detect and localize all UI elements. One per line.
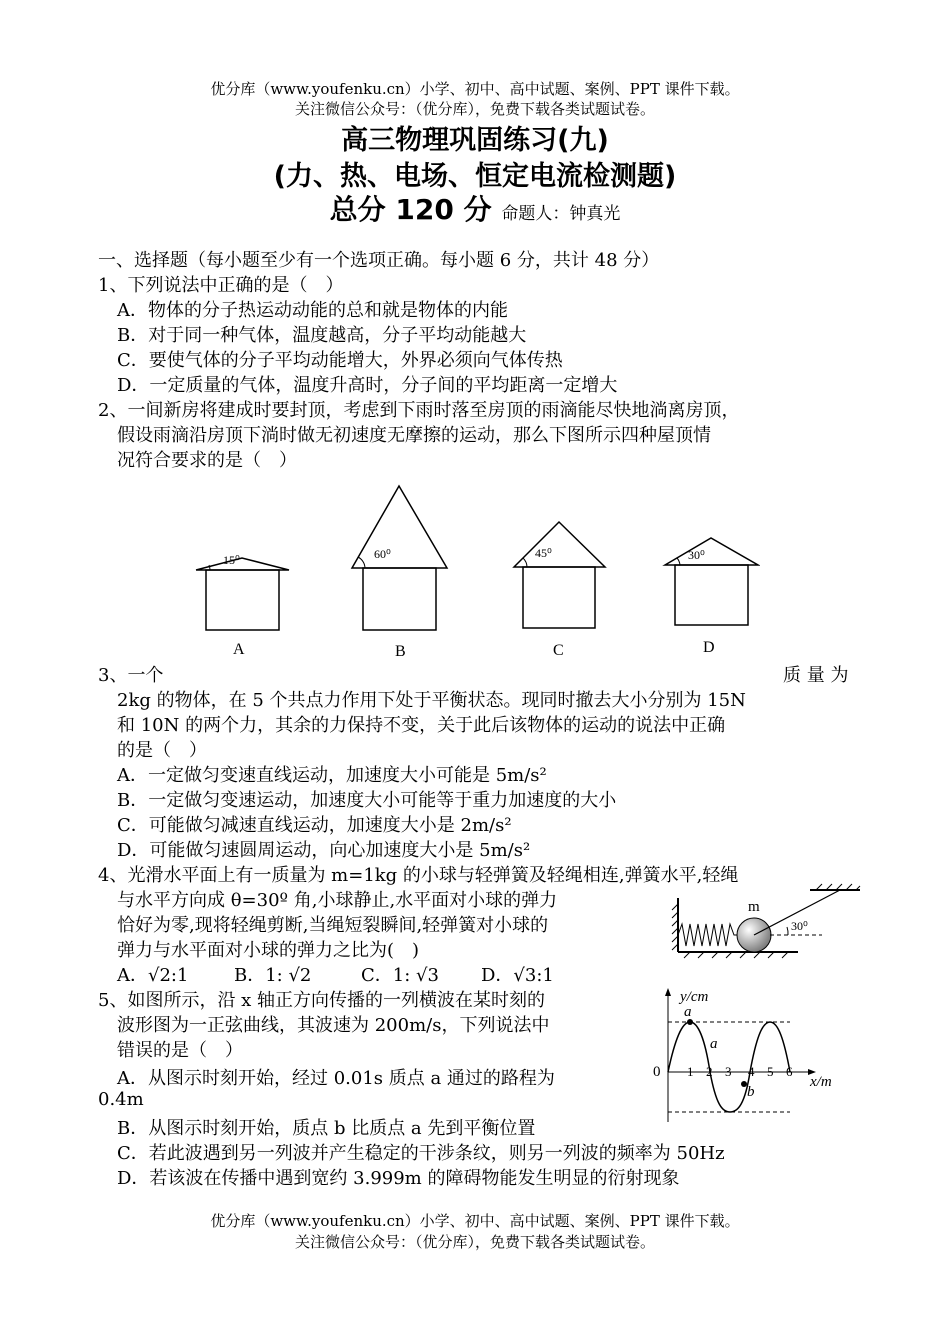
house-b-angle: 60⁰ [374,547,391,561]
q3-option-b: B．一定做匀变速运动，加速度大小可能等于重力加速度的大小 [117,790,617,811]
house-d-label: D [703,639,715,656]
q5-line-1: 5、如图所示，沿 x 轴正方向传播的一列横波在某时刻的 [98,990,546,1011]
spring-ball-figure [670,880,870,960]
point-a-mid-label: a [710,1036,718,1052]
q3-line-3: 和 10N 的两个力，其余的力保持不变，关于此后该物体的运动的说法中正确 [117,715,726,736]
ball-mass-label: m [748,899,760,915]
q3-line-2: 2kg 的物体，在 5 个共点力作用下处于平衡状态。现同时撤去大小分别为 15N [117,690,746,711]
q2-line-1: 2、一间新房将建成时要封顶，考虑到下雨时落至房顶的雨滴能尽快地淌离房顶， [98,400,740,421]
q4-line-4: 弹力与水平面对小球的弹力之比为( ) [117,940,420,961]
q4-line-1: 4、光滑水平面上有一质量为 m=1kg 的小球与轻弹簧及轻绳相连,弹簧水平,轻绳 [98,865,739,886]
house-c [514,522,605,659]
house-d [665,538,758,656]
house-c-angle: 45⁰ [535,546,552,560]
house-a [196,553,289,658]
q4-option-a: A．√2:1 [117,965,189,986]
q4-option-d: D．√3:1 [481,965,554,986]
house-a-angle: 15⁰ [223,553,240,567]
q2-line-2: 假设雨滴沿房顶下淌时做无初速度无摩擦的运动，那么下图所示四种屋顶情 [117,425,711,446]
point-b-label: b [747,1084,755,1100]
page-subtitle: (力、热、电场、恒定电流检测题) [273,161,677,192]
x-tick-5: 5 [767,1064,774,1079]
x-tick-1: 1 [687,1064,694,1079]
y-axis-label: y/cm [680,989,709,1005]
q5-option-c: C．若此波遇到另一列波并产生稳定的干涉条纹，则另一列波的频率为 50Hz [117,1143,725,1164]
point-a-label: a [684,1004,692,1020]
q5-option-d: D．若该波在传播中遇到宽约 3.999m 的障碍物能发生明显的衍射现象 [117,1168,680,1189]
q1-option-d: D．一定质量的气体，温度升高时，分子间的平均距离一定增大 [117,375,618,396]
header-line-2: 关注微信公众号：（优分库），免费下载各类试题试卷。 [294,100,655,118]
footer-line-1: 优分库（www.youfenku.cn）小学、初中、高中试题、案例、PPT 课件下载。 [210,1212,740,1230]
origin-label: 0 [653,1064,661,1080]
x-tick-4: 4 [748,1064,755,1079]
q5-option-a-line-1: A．从图示时刻开始，经过 0.01s 质点 a 通过的路程为 [117,1068,555,1089]
q3-option-c: C．可能做匀减速直线运动，加速度大小是 2m/s² [117,815,512,836]
q1-stem: 1、下列说法中正确的是（ ） [98,275,344,296]
q3-option-d: D．可能做匀速圆周运动，向心加速度大小是 5m/s² [117,840,531,861]
q4-line-2: 与水平方向成 θ=30º 角,小球静止,水平面对小球的弹力 [117,890,558,911]
wave-figure [650,984,850,1126]
x-tick-6: 6 [786,1064,793,1079]
x-axis-label: x/m [810,1074,832,1090]
house-b [352,486,447,660]
section-heading: 一、选择题（每小题至少有一个选项正确。每小题 6 分，共计 48 分） [98,250,660,271]
footer-line-2: 关注微信公众号：（优分库），免费下载各类试题试卷。 [294,1233,655,1251]
total-score: 总分 120 分 [329,193,492,226]
q3-line-1a: 3、一个 [98,665,164,686]
x-tick-3: 3 [725,1064,732,1079]
q5-option-b: B．从图示时刻开始，质点 b 比质点 a 先到平衡位置 [117,1118,536,1139]
q3-line-4: 的是（ ） [117,740,207,761]
q1-option-c: C．要使气体的分子平均动能增大，外界必须向气体传热 [117,350,563,371]
q2-line-3: 况符合要求的是（ ） [117,450,297,471]
page-title: 高三物理巩固练习(九) [341,125,609,156]
house-d-angle: 30⁰ [688,548,705,562]
q3-line-1b: 质 量 为 [783,665,849,686]
q5-option-a-line-2: 0.4m [98,1089,144,1110]
q5-line-3: 错误的是（ ） [117,1040,243,1061]
q4-option-b: B．1: √2 [234,965,312,986]
house-a-label: A [233,641,245,658]
houses-figure [190,478,760,663]
score-line [0,188,950,228]
q5-line-2: 波形图为一正弦曲线，其波速为 200m/s，下列说法中 [117,1015,550,1036]
header-line-1: 优分库（www.youfenku.cn）小学、初中、高中试题、案例、PPT 课件下载。 [210,80,740,98]
q1-option-b: B．对于同一种气体，温度越高，分子平均动能越大 [117,325,527,346]
q4-option-c: C．1: √3 [361,965,439,986]
q1-option-a: A．物体的分子热运动动能的总和就是物体的内能 [117,300,508,321]
author: 命题人：钟真光 [501,204,621,224]
rope-angle-label: 30⁰ [791,919,808,933]
x-tick-2: 2 [706,1064,713,1079]
q3-option-a: A．一定做匀变速直线运动，加速度大小可能是 5m/s² [117,765,547,786]
house-c-label: C [553,642,564,659]
house-b-label: B [395,643,406,660]
q4-line-3: 恰好为零,现将轻绳剪断,当绳短裂瞬间,轻弹簧对小球的 [117,915,549,936]
